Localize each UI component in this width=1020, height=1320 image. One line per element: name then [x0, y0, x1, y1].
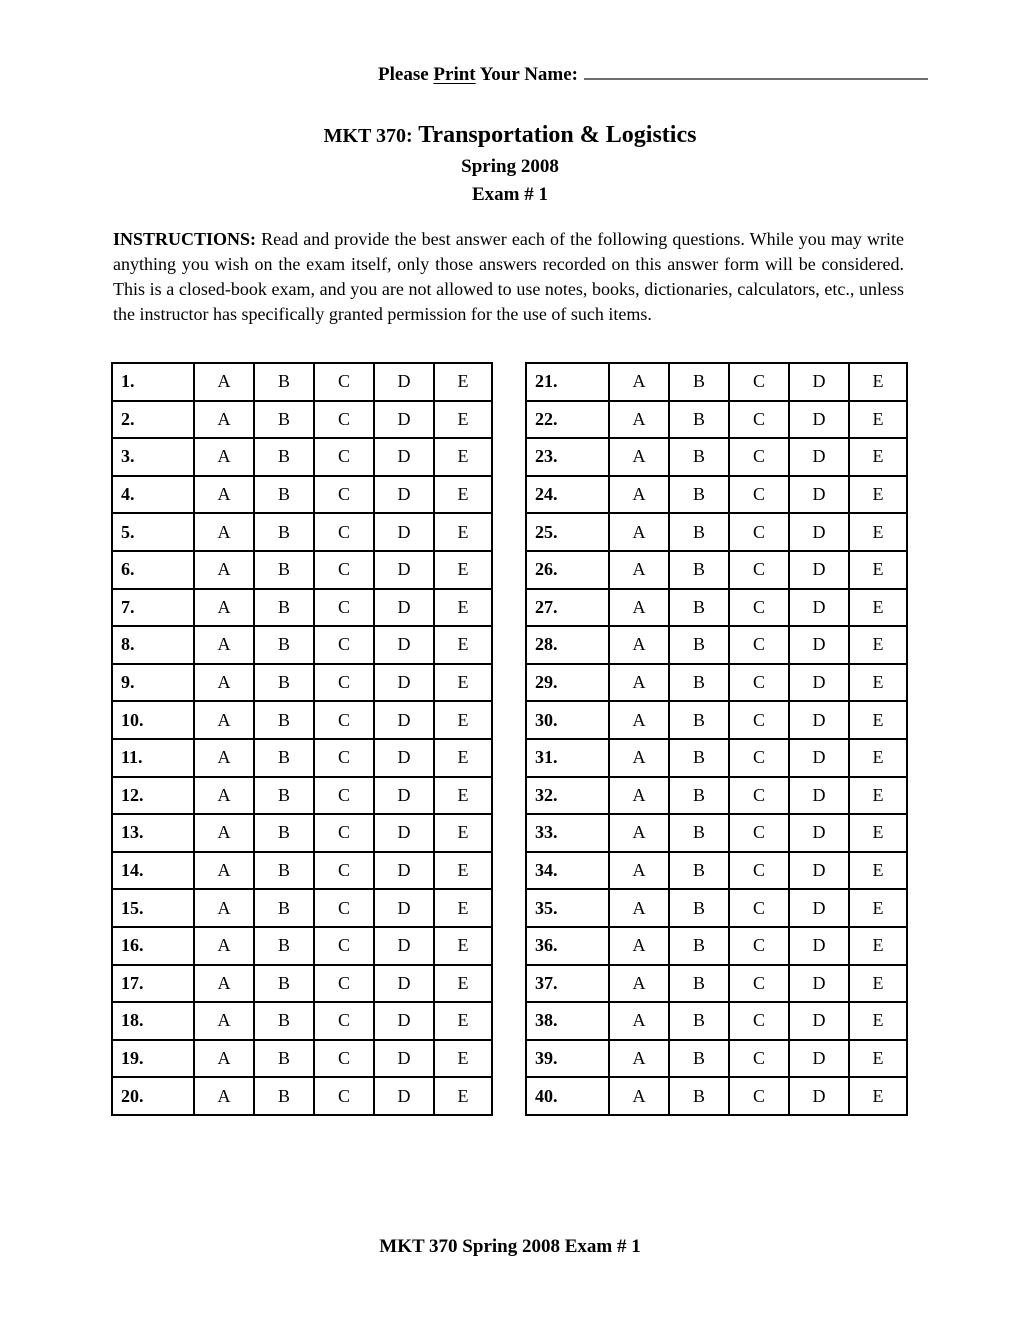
question-number: 10. [112, 701, 194, 739]
option-cell-d[interactable]: D [789, 739, 849, 777]
option-cell-c[interactable]: C [729, 363, 789, 401]
table-row [526, 589, 907, 627]
option-cell-c[interactable]: C [729, 965, 789, 1003]
table-row [112, 589, 492, 627]
table-row [526, 965, 907, 1003]
option-cell-d[interactable]: D [374, 401, 434, 439]
option-cell-d[interactable]: D [374, 363, 434, 401]
title-block [0, 119, 1020, 209]
table-row [112, 1077, 492, 1115]
option-cell-c[interactable]: C [314, 513, 374, 551]
option-cell-c[interactable]: C [729, 589, 789, 627]
option-cell-b[interactable]: B [669, 626, 729, 664]
option-cell-e[interactable]: E [849, 1077, 907, 1115]
option-cell-d[interactable]: D [789, 363, 849, 401]
option-cell-a[interactable]: A [609, 476, 669, 514]
option-cell-c[interactable]: C [729, 664, 789, 702]
option-cell-e[interactable]: E [434, 1077, 492, 1115]
question-number: 24. [526, 476, 609, 514]
question-number: 11. [112, 739, 194, 777]
option-cell-e[interactable]: E [434, 927, 492, 965]
option-cell-b[interactable]: B [254, 701, 314, 739]
option-cell-b[interactable]: B [254, 852, 314, 890]
question-number: 29. [526, 664, 609, 702]
option-cell-d[interactable]: D [374, 626, 434, 664]
option-cell-a[interactable]: A [609, 1077, 669, 1115]
option-cell-b[interactable]: B [669, 513, 729, 551]
table-row [112, 965, 492, 1003]
option-cell-a[interactable]: A [194, 1077, 254, 1115]
option-cell-e[interactable]: E [849, 438, 907, 476]
option-cell-c[interactable]: C [729, 927, 789, 965]
table-row [526, 401, 907, 439]
instructions-label: INSTRUCTIONS: [113, 229, 257, 249]
option-cell-a[interactable]: A [194, 664, 254, 702]
option-cell-b[interactable]: B [254, 889, 314, 927]
question-number: 6. [112, 551, 194, 589]
option-cell-b[interactable]: B [669, 777, 729, 815]
question-number: 25. [526, 513, 609, 551]
option-cell-c[interactable]: C [729, 1002, 789, 1040]
table-row [526, 739, 907, 777]
question-number: 19. [112, 1040, 194, 1078]
table-row [526, 852, 907, 890]
option-cell-a[interactable]: A [609, 626, 669, 664]
option-cell-d[interactable]: D [374, 1002, 434, 1040]
question-number: 23. [526, 438, 609, 476]
option-cell-b[interactable]: B [254, 589, 314, 627]
option-cell-a[interactable]: A [609, 777, 669, 815]
option-cell-a[interactable]: A [194, 476, 254, 514]
option-cell-c[interactable]: C [314, 1040, 374, 1078]
option-cell-c[interactable]: C [314, 476, 374, 514]
table-row [112, 438, 492, 476]
question-number: 33. [526, 814, 609, 852]
option-cell-d[interactable]: D [789, 814, 849, 852]
table-row [526, 927, 907, 965]
question-number: 35. [526, 889, 609, 927]
option-cell-d[interactable]: D [789, 551, 849, 589]
table-row [526, 438, 907, 476]
option-cell-a[interactable]: A [194, 739, 254, 777]
option-cell-b[interactable]: B [254, 777, 314, 815]
option-cell-e[interactable]: E [849, 739, 907, 777]
name-prompt-suffix: Your Name: [475, 64, 579, 85]
question-number: 34. [526, 852, 609, 890]
table-row [112, 852, 492, 890]
option-cell-c[interactable]: C [314, 1077, 374, 1115]
option-cell-d[interactable]: D [374, 1077, 434, 1115]
option-cell-a[interactable]: A [609, 513, 669, 551]
table-row [112, 551, 492, 589]
instructions-paragraph [113, 227, 904, 327]
option-cell-e[interactable]: E [434, 363, 492, 401]
option-cell-c[interactable]: C [314, 814, 374, 852]
option-cell-a[interactable]: A [609, 814, 669, 852]
option-cell-a[interactable]: A [194, 401, 254, 439]
option-cell-c[interactable]: C [314, 701, 374, 739]
question-number: 3. [112, 438, 194, 476]
option-cell-e[interactable]: E [849, 701, 907, 739]
term-subtitle: Spring 2008 [461, 156, 559, 177]
option-cell-e[interactable]: E [434, 739, 492, 777]
question-number: 17. [112, 965, 194, 1003]
option-cell-e[interactable]: E [434, 476, 492, 514]
option-cell-a[interactable]: A [194, 626, 254, 664]
question-number: 32. [526, 777, 609, 815]
table-row [526, 1077, 907, 1115]
option-cell-a[interactable]: A [194, 551, 254, 589]
option-cell-c[interactable]: C [729, 889, 789, 927]
option-cell-d[interactable]: D [789, 401, 849, 439]
question-number: 21. [526, 363, 609, 401]
question-number: 9. [112, 664, 194, 702]
option-cell-c[interactable]: C [729, 551, 789, 589]
table-row [112, 476, 492, 514]
option-cell-d[interactable]: D [789, 589, 849, 627]
option-cell-b[interactable]: B [669, 701, 729, 739]
question-number: 13. [112, 814, 194, 852]
question-number: 16. [112, 927, 194, 965]
table-row [112, 739, 492, 777]
question-number: 1. [112, 363, 194, 401]
option-cell-a[interactable]: A [609, 889, 669, 927]
question-number: 38. [526, 1002, 609, 1040]
option-cell-e[interactable]: E [434, 551, 492, 589]
option-cell-e[interactable]: E [434, 889, 492, 927]
option-cell-e[interactable]: E [849, 626, 907, 664]
option-cell-a[interactable]: A [609, 551, 669, 589]
option-cell-b[interactable]: B [669, 664, 729, 702]
option-cell-e[interactable]: E [849, 589, 907, 627]
option-cell-e[interactable]: E [849, 551, 907, 589]
option-cell-c[interactable]: C [314, 777, 374, 815]
question-number: 27. [526, 589, 609, 627]
option-cell-b[interactable]: B [254, 965, 314, 1003]
option-cell-a[interactable]: A [194, 438, 254, 476]
question-number: 40. [526, 1077, 609, 1115]
option-cell-c[interactable]: C [729, 701, 789, 739]
option-cell-d[interactable]: D [789, 1002, 849, 1040]
option-cell-c[interactable]: C [314, 927, 374, 965]
option-cell-d[interactable]: D [789, 1040, 849, 1078]
option-cell-e[interactable]: E [434, 626, 492, 664]
name-prompt [378, 58, 928, 86]
option-cell-c[interactable]: C [729, 777, 789, 815]
option-cell-d[interactable]: D [374, 438, 434, 476]
option-cell-d[interactable]: D [789, 927, 849, 965]
option-cell-b[interactable]: B [254, 1077, 314, 1115]
option-cell-c[interactable]: C [314, 1002, 374, 1040]
option-cell-b[interactable]: B [669, 739, 729, 777]
question-number: 5. [112, 513, 194, 551]
table-row [526, 1040, 907, 1078]
option-cell-b[interactable]: B [669, 589, 729, 627]
option-cell-c[interactable]: C [729, 476, 789, 514]
table-row [526, 889, 907, 927]
table-row [112, 814, 492, 852]
option-cell-d[interactable]: D [789, 965, 849, 1003]
option-cell-d[interactable]: D [374, 814, 434, 852]
question-number: 31. [526, 739, 609, 777]
option-cell-b[interactable]: B [254, 739, 314, 777]
option-cell-a[interactable]: A [609, 363, 669, 401]
option-cell-a[interactable]: A [609, 927, 669, 965]
option-cell-e[interactable]: E [434, 664, 492, 702]
option-cell-c[interactable]: C [314, 965, 374, 1003]
option-cell-b[interactable]: B [669, 1040, 729, 1078]
option-cell-d[interactable]: D [789, 438, 849, 476]
option-cell-e[interactable]: E [434, 589, 492, 627]
table-row [526, 513, 907, 551]
option-cell-b[interactable]: B [254, 551, 314, 589]
option-cell-d[interactable]: D [789, 513, 849, 551]
option-cell-e[interactable]: E [434, 965, 492, 1003]
table-row [112, 664, 492, 702]
table-row [526, 626, 907, 664]
option-cell-d[interactable]: D [789, 626, 849, 664]
option-cell-a[interactable]: A [609, 589, 669, 627]
option-cell-b[interactable]: B [254, 438, 314, 476]
option-cell-c[interactable]: C [314, 551, 374, 589]
option-cell-a[interactable]: A [609, 401, 669, 439]
option-cell-c[interactable]: C [314, 626, 374, 664]
option-cell-c[interactable]: C [314, 363, 374, 401]
option-cell-d[interactable]: D [374, 889, 434, 927]
option-cell-e[interactable]: E [434, 1040, 492, 1078]
answer-table-right [525, 362, 908, 1116]
course-name: Transportation & Logistics [412, 122, 697, 148]
table-row [526, 1002, 907, 1040]
option-cell-b[interactable]: B [254, 664, 314, 702]
option-cell-a[interactable]: A [609, 739, 669, 777]
option-cell-b[interactable]: B [669, 551, 729, 589]
option-cell-b[interactable]: B [669, 814, 729, 852]
page-title [0, 119, 1020, 153]
option-cell-d[interactable]: D [374, 777, 434, 815]
option-cell-d[interactable]: D [374, 701, 434, 739]
option-cell-c[interactable]: C [314, 664, 374, 702]
option-cell-e[interactable]: E [849, 927, 907, 965]
option-cell-b[interactable]: B [669, 965, 729, 1003]
option-cell-a[interactable]: A [609, 852, 669, 890]
option-cell-e[interactable]: E [849, 513, 907, 551]
option-cell-c[interactable]: C [729, 438, 789, 476]
option-cell-e[interactable]: E [434, 438, 492, 476]
option-cell-b[interactable]: B [254, 363, 314, 401]
option-cell-d[interactable]: D [789, 777, 849, 815]
option-cell-e[interactable]: E [434, 852, 492, 890]
table-row [112, 513, 492, 551]
option-cell-b[interactable]: B [669, 889, 729, 927]
option-cell-b[interactable]: B [669, 852, 729, 890]
option-cell-a[interactable]: A [609, 664, 669, 702]
option-cell-d[interactable]: D [374, 589, 434, 627]
option-cell-a[interactable]: A [194, 513, 254, 551]
question-number: 18. [112, 1002, 194, 1040]
option-cell-d[interactable]: D [374, 739, 434, 777]
option-cell-b[interactable]: B [254, 814, 314, 852]
option-cell-e[interactable]: E [849, 965, 907, 1003]
question-number: 20. [112, 1077, 194, 1115]
question-number: 30. [526, 701, 609, 739]
question-number: 12. [112, 777, 194, 815]
option-cell-a[interactable]: A [194, 814, 254, 852]
option-cell-a[interactable]: A [194, 1040, 254, 1078]
option-cell-b[interactable]: B [669, 476, 729, 514]
option-cell-c[interactable]: C [314, 438, 374, 476]
table-row [112, 701, 492, 739]
option-cell-d[interactable]: D [374, 965, 434, 1003]
option-cell-d[interactable]: D [789, 701, 849, 739]
question-number: 28. [526, 626, 609, 664]
option-cell-c[interactable]: C [314, 589, 374, 627]
option-cell-b[interactable]: B [254, 626, 314, 664]
question-number: 39. [526, 1040, 609, 1078]
option-cell-c[interactable]: C [314, 889, 374, 927]
option-cell-c[interactable]: C [729, 852, 789, 890]
option-cell-a[interactable]: A [194, 927, 254, 965]
option-cell-d[interactable]: D [374, 664, 434, 702]
option-cell-d[interactable]: D [374, 551, 434, 589]
option-cell-e[interactable]: E [434, 401, 492, 439]
question-number: 15. [112, 889, 194, 927]
option-cell-e[interactable]: E [849, 1040, 907, 1078]
option-cell-b[interactable]: B [669, 927, 729, 965]
option-cell-b[interactable]: B [254, 927, 314, 965]
instructions-body: Read and provide the best answer each of the following questions. While you may write anything you wish on the exam itself, only those answers recorded on this answer form will be considered. This is a closed-book exam, and you are not allowed to use notes, books, dictionaries, calculators, etc., unless the instructor has specifically granted permission for the use of such items. [113, 229, 904, 324]
option-cell-a[interactable]: A [609, 1002, 669, 1040]
option-cell-e[interactable]: E [849, 1002, 907, 1040]
table-row [112, 927, 492, 965]
table-row [526, 551, 907, 589]
option-cell-e[interactable]: E [434, 777, 492, 815]
option-cell-b[interactable]: B [669, 438, 729, 476]
table-row [112, 401, 492, 439]
option-cell-a[interactable]: A [194, 1002, 254, 1040]
option-cell-d[interactable]: D [789, 476, 849, 514]
option-cell-c[interactable]: C [729, 814, 789, 852]
name-input-line[interactable] [584, 58, 928, 80]
option-cell-b[interactable]: B [669, 401, 729, 439]
option-cell-d[interactable]: D [374, 927, 434, 965]
table-row [112, 777, 492, 815]
option-cell-a[interactable]: A [194, 777, 254, 815]
option-cell-c[interactable]: C [314, 401, 374, 439]
name-prompt-print-word: Print [433, 64, 476, 85]
option-cell-e[interactable]: E [434, 701, 492, 739]
footer-text: MKT 370 Spring 2008 Exam # 1 [379, 1236, 641, 1257]
option-cell-b[interactable]: B [669, 1002, 729, 1040]
option-cell-b[interactable]: B [254, 1002, 314, 1040]
option-cell-e[interactable]: E [434, 1002, 492, 1040]
question-number: 22. [526, 401, 609, 439]
option-cell-b[interactable]: B [254, 1040, 314, 1078]
option-cell-e[interactable]: E [849, 664, 907, 702]
table-row [112, 363, 492, 401]
table-row [526, 476, 907, 514]
table-row [112, 889, 492, 927]
option-cell-a[interactable]: A [609, 965, 669, 1003]
option-cell-c[interactable]: C [729, 401, 789, 439]
option-cell-b[interactable]: B [669, 363, 729, 401]
option-cell-d[interactable]: D [789, 664, 849, 702]
option-cell-e[interactable]: E [849, 889, 907, 927]
table-row [112, 1040, 492, 1078]
option-cell-c[interactable]: C [729, 513, 789, 551]
question-number: 8. [112, 626, 194, 664]
question-number: 37. [526, 965, 609, 1003]
question-number: 26. [526, 551, 609, 589]
option-cell-c[interactable]: C [314, 852, 374, 890]
question-number: 7. [112, 589, 194, 627]
option-cell-a[interactable]: A [609, 438, 669, 476]
question-number: 14. [112, 852, 194, 890]
exam-subtitle: Exam # 1 [472, 184, 548, 205]
option-cell-e[interactable]: E [849, 363, 907, 401]
option-cell-d[interactable]: D [374, 476, 434, 514]
table-row [526, 814, 907, 852]
option-cell-e[interactable]: E [434, 513, 492, 551]
option-cell-e[interactable]: E [849, 476, 907, 514]
option-cell-d[interactable]: D [789, 1077, 849, 1115]
answer-table-left [111, 362, 493, 1116]
option-cell-a[interactable]: A [609, 1040, 669, 1078]
option-cell-e[interactable]: E [849, 814, 907, 852]
option-cell-b[interactable]: B [254, 401, 314, 439]
option-cell-e[interactable]: E [849, 777, 907, 815]
course-code: MKT 370: [323, 125, 413, 147]
question-number: 2. [112, 401, 194, 439]
option-cell-a[interactable]: A [194, 589, 254, 627]
option-cell-d[interactable]: D [374, 852, 434, 890]
option-cell-d[interactable]: D [374, 513, 434, 551]
option-cell-c[interactable]: C [729, 739, 789, 777]
option-cell-e[interactable]: E [849, 852, 907, 890]
option-cell-a[interactable]: A [194, 852, 254, 890]
table-row [526, 701, 907, 739]
name-prompt-prefix: Please [378, 64, 434, 85]
table-row [526, 363, 907, 401]
question-number: 4. [112, 476, 194, 514]
option-cell-b[interactable]: B [254, 513, 314, 551]
option-cell-c[interactable]: C [314, 739, 374, 777]
option-cell-b[interactable]: B [254, 476, 314, 514]
option-cell-a[interactable]: A [194, 889, 254, 927]
option-cell-e[interactable]: E [849, 401, 907, 439]
option-cell-e[interactable]: E [434, 814, 492, 852]
table-row [526, 664, 907, 702]
option-cell-a[interactable]: A [194, 701, 254, 739]
answer-grids [111, 362, 908, 1116]
option-cell-d[interactable]: D [789, 852, 849, 890]
option-cell-a[interactable]: A [194, 363, 254, 401]
option-cell-d[interactable]: D [374, 1040, 434, 1078]
option-cell-c[interactable]: C [729, 626, 789, 664]
option-cell-a[interactable]: A [609, 701, 669, 739]
table-row [526, 777, 907, 815]
option-cell-d[interactable]: D [789, 889, 849, 927]
table-row [112, 1002, 492, 1040]
option-cell-c[interactable]: C [729, 1077, 789, 1115]
option-cell-c[interactable]: C [729, 1040, 789, 1078]
question-number: 36. [526, 927, 609, 965]
option-cell-a[interactable]: A [194, 965, 254, 1003]
table-row [112, 626, 492, 664]
option-cell-b[interactable]: B [669, 1077, 729, 1115]
